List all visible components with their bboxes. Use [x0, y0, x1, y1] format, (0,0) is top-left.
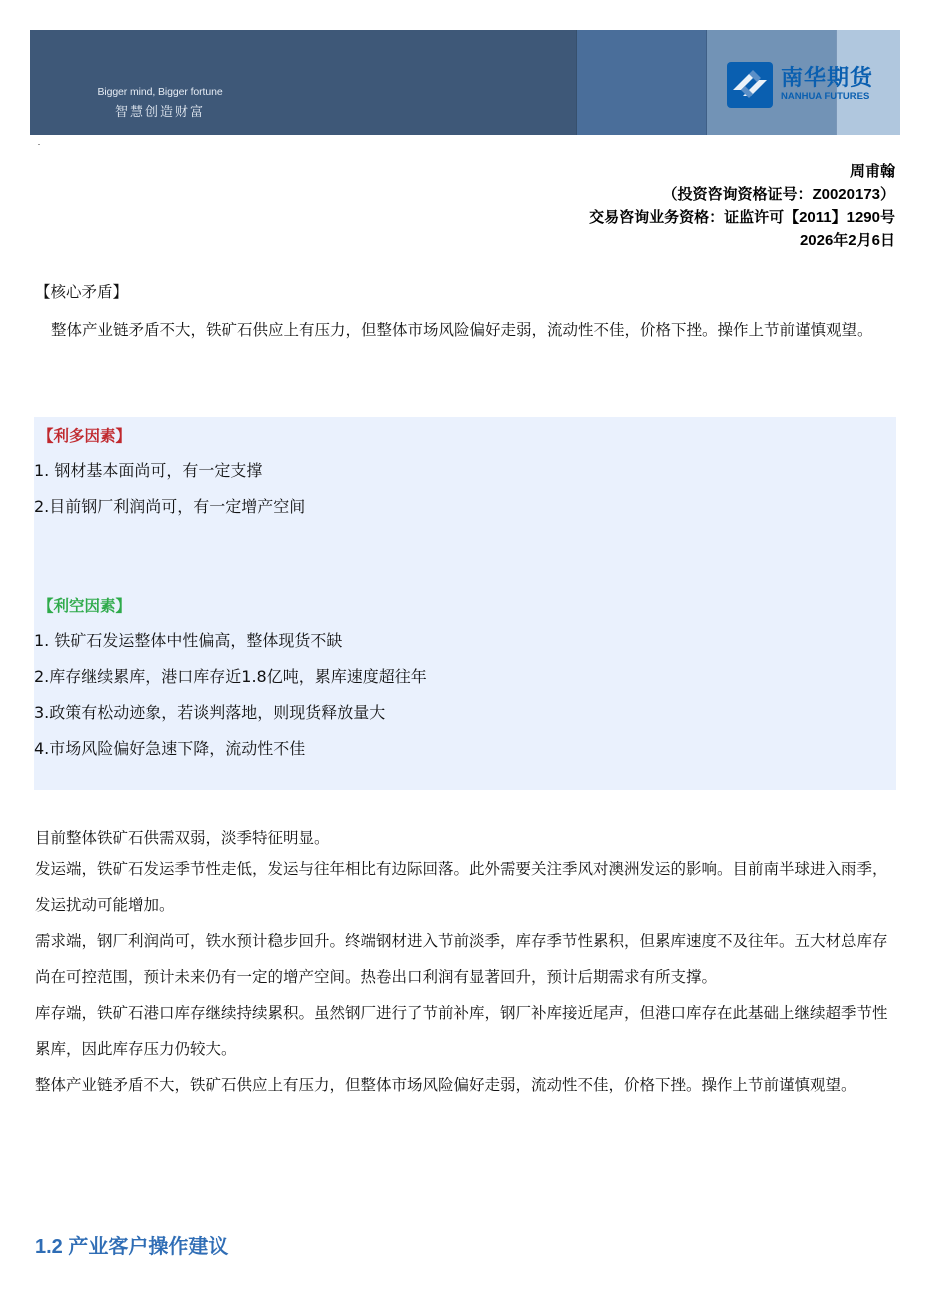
author-license: （投资咨询资格证号：Z0020173）	[662, 186, 895, 203]
nanhua-logo-icon	[727, 62, 773, 108]
bearish-factor-item: 2.库存继续累库，港口库存近1.8亿吨，累库速度超往年	[34, 667, 427, 686]
bullish-factor-item: 1. 钢材基本面尚可，有一定支撑	[34, 461, 263, 480]
logo-text-chinese: 南华期货	[781, 66, 874, 91]
bullish-factor-item: 2.目前钢厂利润尚可，有一定增产空间	[34, 497, 306, 516]
factors-box	[34, 417, 896, 790]
bearish-factor-item: 4.市场风险偏好急速下降，流动性不佳	[34, 739, 306, 758]
analysis-section	[35, 825, 897, 1103]
bearish-factor-item: 1. 铁矿石发运整体中性偏高，整体现货不缺	[34, 631, 343, 650]
company-logo	[727, 62, 873, 108]
analysis-paragraph-summary: 整体产业链矛盾不大，铁矿石供应上有压力，但整体市场风险偏好走弱，流动性不佳，价格下挫。操作上节前谨慎观望。	[35, 1076, 857, 1094]
tagline-chinese: 智慧创造财富	[114, 105, 205, 120]
bullish-factors-title: 【利多因素】	[38, 427, 132, 445]
analysis-paragraph-overview: 目前整体铁矿石供需双弱，淡季特征明显。	[35, 829, 330, 847]
analysis-paragraph-shipping: 发运端，铁矿石发运季节性走低，发运与往年相比有边际回落。此外需要关注季风对澳洲发运的影响。目前南半球进入雨季，发运扰动可能增加。	[35, 860, 888, 914]
logo-text-english: NANHUA FUTURES	[781, 91, 870, 102]
core-contradiction-text: 整体产业链矛盾不大，铁矿石供应上有压力，但整体市场风险偏好走弱，流动性不佳，价格下挫。操作上节前谨慎观望。	[51, 321, 873, 339]
bearish-factor-item: 3.政策有松动迹象，若谈判落地，则现货释放量大	[34, 703, 386, 722]
author-block	[589, 160, 895, 252]
report-date: 2026年2月6日	[799, 232, 895, 249]
tagline-english: Bigger mind, Bigger fortune	[97, 86, 223, 98]
analysis-paragraph-inventory: 库存端，铁矿石港口库存继续持续累积。虽然钢厂进行了节前补库，钢厂补库接近尾声，但港口库存在此基础上继续超季节性累库，因此库存压力仍较大。	[35, 1004, 888, 1058]
analysis-paragraph-demand: 需求端，钢厂利润尚可，铁水预计稳步回升。终端钢材进入节前淡季，库存季节性累积，但累库速度不及往年。五大材总库存尚在可控范围，预计未来仍有一定的增产空间。热卷出口利润有显著回升，预计后期需求有所支撑。	[35, 932, 888, 986]
section-heading: 1.2 产业客户操作建议	[35, 1236, 229, 1258]
decorative-dot	[38, 144, 40, 145]
core-contradiction-title: 【核心矛盾】	[35, 283, 129, 301]
tagline	[90, 86, 230, 120]
banner-segment-mid	[576, 30, 706, 135]
author-qualification: 交易咨询业务资格：证监许可【2011】1290号	[589, 209, 895, 226]
bearish-factors-title: 【利空因素】	[38, 597, 132, 615]
author-name: 周甫翰	[849, 163, 895, 180]
header-banner	[30, 30, 900, 135]
